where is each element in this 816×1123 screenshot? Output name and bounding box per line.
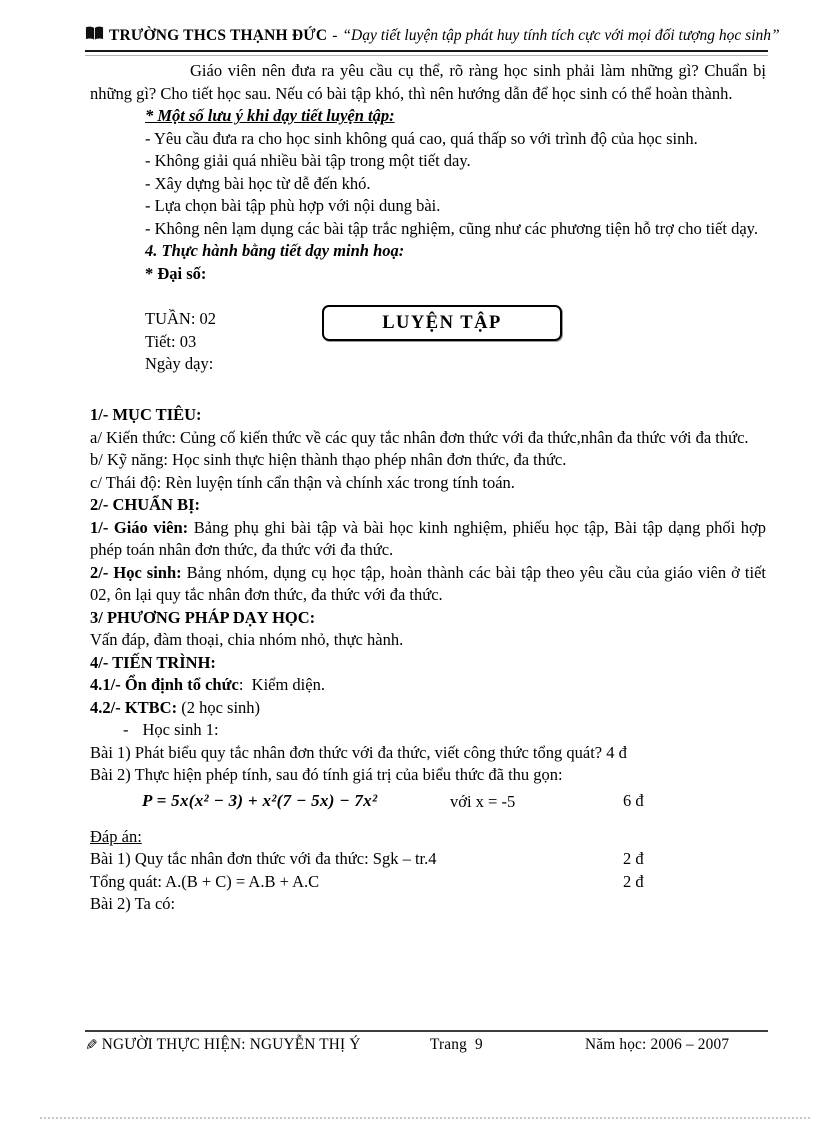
item41-text: : Kiểm diện. [238, 675, 325, 694]
points-2a: 2 đ [623, 849, 644, 868]
teacher-text: Bảng phụ ghi bài tập và bài học kinh nghiệm, phiếu học tập, Bài tập dạng phối hợp phép toán nhân đơn thức, đa thức với đa thức. [90, 517, 767, 559]
item42-label: 4.2/- KTBC: [90, 697, 178, 717]
formula-row [90, 790, 766, 820]
math-formula: P = 5x(x² − 3) + x²(7 − 5x) − 7x² [142, 790, 378, 810]
muc-tieu-item: b/ Kỹ năng: Học sinh thực hiện thành thạo phép nhân đơn thức, đa thức. [90, 450, 567, 469]
section-heading-phuong-phap: 3/ PHƯƠNG PHÁP DẠY HỌC: [90, 607, 316, 627]
footer-divider [85, 1030, 768, 1032]
header-divider [85, 50, 768, 56]
subject-heading: * Đại số: [145, 263, 207, 283]
note-item: - Yêu cầu đưa ra cho học sinh không quá cao, quá thấp so với trình độ của học sinh. [145, 128, 698, 148]
section-heading-chuan-bi: 2/- CHUẨN BỊ: [90, 495, 200, 514]
note-item: - Lựa chọn bài tập phù hợp với nội dung bài. [145, 196, 441, 215]
document-body [90, 60, 766, 916]
answer-2-row [90, 871, 766, 894]
item42-text: (2 học sinh) [177, 697, 261, 717]
bottom-dotted-line [40, 1117, 810, 1119]
notes-heading: * Một số lưu ý khi dạy tiết luyện tập: [145, 106, 395, 125]
footer-school-year: Năm học: 2006 – 2007 [585, 1036, 730, 1053]
school-name: TRƯỜNG THCS THẠNH ĐỨC [109, 27, 328, 44]
points-6: 6 đ [623, 790, 644, 810]
practice-heading: 4. Thực hành bằng tiết dạy minh hoạ: [145, 241, 405, 260]
answer-1: Bài 1) Quy tắc nhân đơn thức với đa thức: Sgk – tr.4 [90, 849, 437, 868]
page-header [85, 26, 780, 46]
item41-label: 4.1/- Ổn định tổ chức [90, 675, 239, 694]
answer-2: Tổng quát: A.(B + C) = A.B + A.C [90, 871, 320, 891]
section-heading-tien-trinh: 4/- TIẾN TRÌNH: [90, 652, 216, 672]
section-heading-muc-tieu: 1/- MỤC TIÊU: [90, 405, 202, 424]
muc-tieu-item: c/ Thái độ: Rèn luyện tính cẩn thận và chính xác trong tính toán. [90, 472, 515, 492]
header-quote: “Dạy tiết luyện tập phát huy tính tích cực với mọi đối tượng học sinh” [342, 27, 780, 44]
formula-condition: với x = -5 [450, 791, 516, 811]
note-item: - Không giải quá nhiều bài tập trong một tiết day. [145, 151, 471, 170]
lesson-date: Ngày dạy: [145, 354, 214, 373]
lesson-title-box: LUYỆN TẬP [322, 305, 562, 341]
answer-3: Bài 2) Ta có: [90, 894, 176, 913]
lesson-period: Tiết: 03 [145, 331, 197, 351]
points-2b: 2 đ [623, 871, 644, 891]
pen-icon: ✎ [85, 1036, 98, 1054]
exercise-2: Bài 2) Thực hiện phép tính, sau đó tính giá trị của biểu thức đã thu gọn: [90, 765, 563, 784]
intro-paragraph: Giáo viên nên đưa ra yêu cầu cụ thể, rõ ràng học sinh phải làm những gì? Chuẩn bị những gì? Cho tiết học sau. Nếu có bài tập khó, thì nên hướng dẫn để học sinh có thể hoàn thành. [90, 61, 766, 103]
chuan-bi-student [90, 562, 766, 607]
answer-1-row [90, 848, 766, 871]
open-book-icon [85, 26, 104, 46]
tien-trinh-41 [90, 674, 766, 697]
chuan-bi-teacher [90, 517, 766, 562]
student1-dash: - [123, 720, 129, 739]
page-footer [85, 1036, 768, 1058]
header-dash: - [332, 27, 338, 44]
phuong-phap-text: Vấn đáp, đàm thoại, chia nhóm nhỏ, thực hành. [90, 630, 404, 649]
student1-label: Học sinh 1: [142, 720, 219, 739]
student-label: 2/- Học sinh: [90, 562, 182, 582]
lesson-week: TUẦN: 02 [145, 309, 217, 328]
student-text: Bảng nhóm, dụng cụ học tập, hoàn thành các bài tập theo yêu cầu của giáo viên ở tiết 02, ôn lại quy tắc nhân đơn thức, đa thức với đa thức. [90, 562, 766, 604]
teacher-label: 1/- Giáo viên: [90, 517, 189, 537]
footer-author: NGƯỜI THỰC HIỆN: NGUYỄN THỊ Ý [101, 1036, 361, 1053]
student1-line [90, 719, 766, 742]
lesson-info-block [90, 308, 766, 376]
answer-heading: Đáp án: [90, 826, 142, 846]
exercise-1: Bài 1) Phát biểu quy tắc nhân đơn thức với đa thức, viết công thức tổng quát? 4 đ [90, 742, 627, 762]
footer-author-wrap [85, 1036, 361, 1054]
note-item: - Xây dựng bài học từ dễ đến khó. [145, 173, 371, 193]
note-item: - Không nên lạm dụng các bài tập trắc nghiệm, cũng như các phương tiện hỗ trợ cho tiết dạy. [145, 218, 758, 238]
tien-trinh-42 [90, 697, 766, 720]
footer-page-number: Trang 9 [430, 1036, 483, 1053]
muc-tieu-item: a/ Kiến thức: Củng cố kiến thức về các quy tắc nhân đơn thức với đa thức,nhân đa thức với đa thức. [90, 427, 749, 447]
